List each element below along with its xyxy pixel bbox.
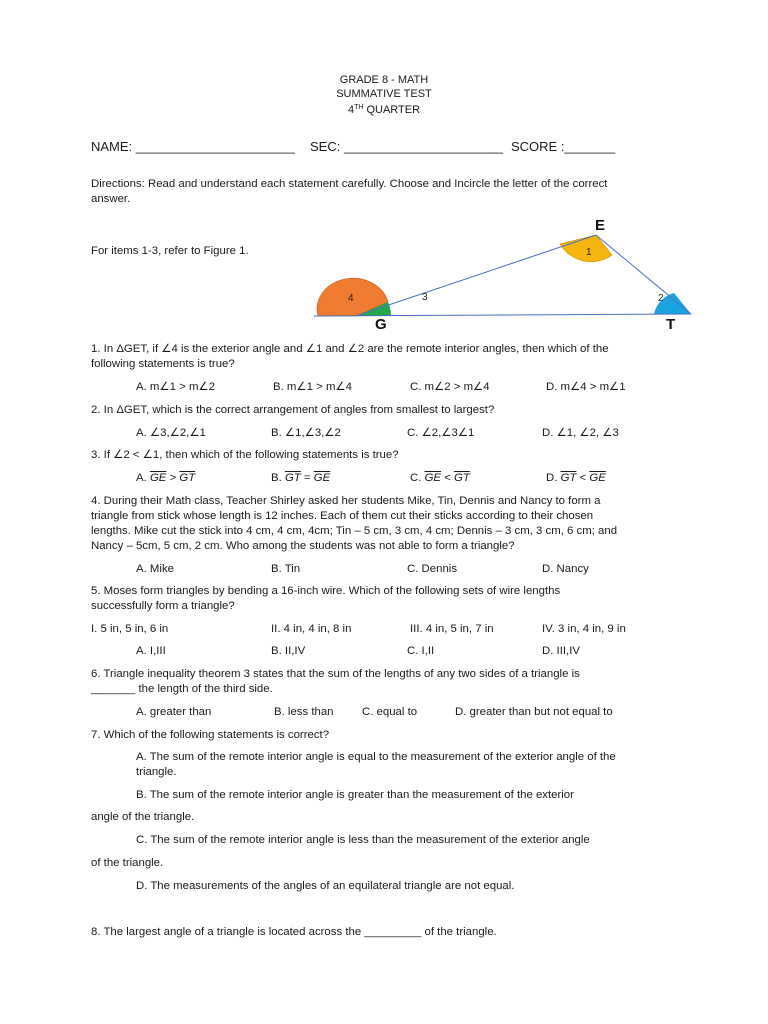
angle-3-label: 3: [422, 292, 428, 303]
score-field-label: SCORE :_______: [511, 139, 616, 154]
segment-ge: $\overline{GE}$: [149, 472, 167, 484]
question-7-option-a-line-2[interactable]: triangle.: [136, 766, 177, 778]
question-1-line-2: following statements is true?: [91, 358, 235, 370]
segment-ge: $\overline{GE}$: [424, 472, 442, 484]
question-8-line-1: 8. The largest angle of a triangle is located across the _________ of the triangle.: [91, 926, 497, 938]
vertex-e-label: E: [595, 217, 606, 234]
question-1-option-c[interactable]: C. m∠2 > m∠4: [410, 381, 490, 393]
question-6-option-b[interactable]: B. less than: [274, 706, 334, 718]
question-6-option-c[interactable]: C. equal to: [362, 706, 418, 718]
question-2-option-c[interactable]: C. ∠2,∠3∠1: [407, 427, 475, 439]
question-3-option-c[interactable]: C. $\overline{GE} < \overline{GT}$: [410, 472, 470, 484]
segment-gt: $\overline{GT}$: [454, 472, 470, 484]
angle-1-label: 1: [586, 247, 592, 258]
directions-line-2: answer.: [91, 193, 131, 205]
question-2-line-1: 2. In ΔGET, which is the correct arrangement of angles from smallest to largest?: [91, 404, 495, 416]
question-5-line-2: successfully form a triangle?: [91, 600, 235, 612]
question-5-set-ii: II. 4 in, 4 in, 8 in: [271, 623, 352, 635]
question-5-set-iii: III. 4 in, 5 in, 7 in: [410, 623, 494, 635]
question-2-option-a[interactable]: A. ∠3,∠2,∠1: [136, 427, 206, 439]
side-et: [596, 235, 691, 314]
test-type-title: SUMMATIVE TEST: [336, 88, 432, 100]
question-3-line-1: 3. If ∠2 < ∠1, then which of the following statements is true?: [91, 449, 399, 461]
question-6-option-d[interactable]: D. greater than but not equal to: [455, 706, 613, 718]
segment-ge: $\overline{GE}$: [313, 472, 331, 484]
question-7-option-c-line-2[interactable]: of the triangle.: [91, 857, 164, 869]
question-6-option-a[interactable]: A. greater than: [136, 706, 212, 718]
question-6-line-2: _______ the length of the third side.: [91, 683, 273, 695]
question-5-option-c[interactable]: C. I,II: [407, 645, 435, 657]
name-field-label: NAME: ______________________: [91, 139, 295, 154]
vertex-t-label: T: [666, 316, 676, 333]
quarter-number: 4: [347, 104, 355, 116]
question-3-option-d[interactable]: D. $\overline{GT} < \overline{GE}$: [546, 472, 606, 484]
question-2-option-d[interactable]: D. ∠1, ∠2, ∠3: [542, 427, 619, 439]
segment-gt: $\overline{GT}$: [560, 472, 577, 484]
question-4-option-d[interactable]: D. Nancy: [542, 563, 589, 575]
quarter-word: QUARTER: [363, 104, 421, 116]
question-2-option-b[interactable]: B. ∠1,∠3,∠2: [271, 427, 341, 439]
question-3-option-b[interactable]: B. $\overline{GT} = \overline{GE}$: [271, 472, 331, 484]
question-1-option-a[interactable]: A. m∠1 > m∠2: [136, 381, 215, 393]
question-5-option-a[interactable]: A. I,III: [136, 645, 166, 657]
question-1-option-b[interactable]: B. m∠1 > m∠4: [273, 381, 352, 393]
question-3-option-a[interactable]: A. $\overline{GE} > \overline{GT}$: [136, 472, 196, 484]
question-1-option-d[interactable]: D. m∠4 > m∠1: [546, 381, 626, 393]
question-7-option-b-line-2[interactable]: angle of the triangle.: [91, 811, 195, 823]
side-ge: [356, 235, 596, 316]
question-7-line-1: 7. Which of the following statements is correct?: [91, 729, 330, 741]
question-4-option-b[interactable]: B. Tin: [271, 563, 301, 575]
question-4-line-2: triangle from stick whose length is 12 inches. Each of them cut their sticks according to their chosen: [91, 510, 594, 522]
question-7-option-a-line-1[interactable]: A. The sum of the remote interior angle is equal to the measurement of the exterior angle of the: [136, 751, 616, 763]
question-7-option-b-line-1[interactable]: B. The sum of the remote interior angle is greater than the measurement of the exterior: [136, 789, 574, 801]
question-4-option-c[interactable]: C. Dennis: [407, 563, 458, 575]
question-5-option-d[interactable]: D. III,IV: [542, 645, 580, 657]
vertex-g-label: G: [375, 316, 387, 333]
angle-4-label: 4: [348, 293, 354, 304]
question-4-line-4: Nancy – 5cm, 5 cm, 2 cm. Who among the students was not able to form a triangle?: [91, 540, 515, 552]
question-4-line-3: lengths. Mike cut the stick into 4 cm, 4 cm, 4cm; Tin – 5 cm, 3 cm, 4 cm; Dennis – 3 cm, 3 cm, 6 cm; and: [91, 525, 618, 537]
question-4-option-a[interactable]: A. Mike: [136, 563, 174, 575]
question-4-line-1: 4. During their Math class, Teacher Shirley asked her students Mike, Tin, Dennis and Nancy to form a: [91, 495, 601, 507]
question-7-option-c-line-1[interactable]: C. The sum of the remote interior angle is less than the measurement of the exterior angle: [136, 834, 590, 846]
question-7-option-d-line-1[interactable]: D. The measurements of the angles of an equilateral triangle are not equal.: [136, 880, 515, 892]
question-5-option-b[interactable]: B. II,IV: [271, 645, 306, 657]
question-1-line-1: 1. In ΔGET, if ∠4 is the exterior angle and ∠1 and ∠2 are the remote interior angles, then which of the: [91, 343, 609, 355]
section-field-label: SEC: ______________________: [310, 139, 504, 154]
segment-gt: $\overline{GT}$: [284, 472, 301, 484]
segment-gt: $\overline{GT}$: [179, 472, 196, 484]
angle-2-label: 2: [658, 293, 664, 304]
figure-intro: For items 1-3, refer to Figure 1.: [91, 245, 249, 257]
question-5-line-1: 5. Moses form triangles by bending a 16-inch wire. Which of the following sets of wire lengths: [91, 585, 561, 597]
test-grade-title: GRADE 8 - MATH: [339, 74, 429, 86]
directions-line-1: Directions: Read and understand each statement carefully. Choose and Incircle the letter of the correct: [91, 178, 608, 190]
question-5-set-iv: IV. 3 in, 4 in, 9 in: [542, 623, 626, 635]
question-5-set-i: I. 5 in, 5 in, 6 in: [91, 623, 169, 635]
segment-ge: $\overline{GE}$: [589, 472, 606, 484]
question-6-line-1: 6. Triangle inequality theorem 3 states that the sum of the lengths of any two sides of a triangle is: [91, 668, 580, 680]
quarter-suffix: TH: [354, 104, 364, 111]
